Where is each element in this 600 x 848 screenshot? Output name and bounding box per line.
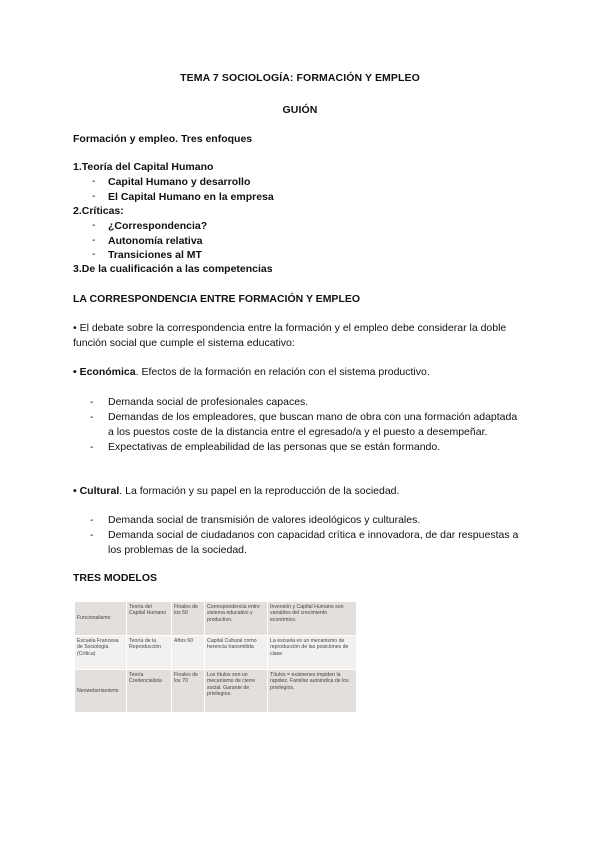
dash-marker: - — [92, 234, 96, 246]
cultural-label: • Cultural — [73, 485, 120, 497]
document-subtitle: GUIÓN — [282, 104, 318, 116]
list-item: - Demanda social de transmisión de valores ideológicos y culturales. — [90, 513, 520, 528]
table-cell: Capital Cultural como herencia transmitida — [205, 636, 268, 670]
economic-list — [90, 395, 520, 455]
table-cell: Inversión y Capital Humano son variables del crecimiento económico. — [268, 602, 357, 636]
outline-item-1: 1.Teoría del Capital Humano — [73, 161, 214, 173]
cultural-text: . La formación y su papel en la reproducción de la sociedad. — [119, 485, 400, 497]
table-cell: Finales de los 70 — [172, 670, 205, 713]
cultural-list — [90, 513, 520, 558]
list-item: - Demandas de los empleadores, que buscan mano de obra con una formación adaptada a los puestos coste de la distancia entre el egresado/a y el puesto a desempeñar. — [90, 410, 520, 440]
list-item: - Demanda social de profesionales capaces. — [90, 395, 520, 410]
table-cell: Teoría de la Reproducción — [127, 636, 172, 670]
table-cell: Funcionalismo — [75, 602, 127, 636]
economic-text: . Efectos de la formación en relación con el sistema productivo. — [135, 366, 430, 378]
table-cell: La escuela es un mecanismo de reproducción de las posiciones de clase — [268, 636, 357, 670]
outline-item-1-sub-2: El Capital Humano en la empresa — [108, 191, 274, 203]
table-cell: Finales de los 50 — [172, 602, 205, 636]
dash-marker: - — [92, 175, 96, 187]
outline-item-2-sub-3: Transiciones al MT — [108, 249, 202, 261]
models-table — [74, 601, 357, 713]
table-row — [75, 602, 357, 636]
section-heading-tres-modelos: TRES MODELOS — [73, 572, 158, 584]
table-cell: Escuela Francesa de Sociología (Crítica) — [75, 636, 127, 670]
document-title: TEMA 7 SOCIOLOGÍA: FORMACIÓN Y EMPLEO — [180, 72, 420, 84]
section-heading-correspondencia: LA CORRESPONDENCIA ENTRE FORMACIÓN Y EMPLEO — [73, 293, 361, 305]
table-cell: Neoweberianismo — [75, 670, 127, 713]
outline-item-2: 2.Críticas: — [73, 205, 124, 217]
outline-item-2-sub-1: ¿Correspondencia? — [108, 220, 208, 232]
economic-paragraph — [73, 365, 513, 380]
dash-marker: - — [92, 219, 96, 231]
economic-label: • Económica — [73, 366, 136, 378]
cultural-paragraph — [73, 484, 513, 499]
table-cell: Teoría Credencialista — [127, 670, 172, 713]
table-cell: Años 60 — [172, 636, 205, 670]
table-cell: Correspondencia entre sistema educativo y productivo. — [205, 602, 268, 636]
section-intro-paragraph: • El debate sobre la correspondencia entre la formación y el empleo debe considerar la doble función social que cumple el sistema educativo: — [73, 322, 507, 349]
table-row — [75, 636, 357, 670]
outline-heading: Formación y empleo. Tres enfoques — [73, 133, 253, 145]
table-cell: Teoría del Capital Humano — [127, 602, 172, 636]
table-cell: Títulos = exámenes impiden la rapidez. Familiar autoindica de los privilegios. — [268, 670, 357, 713]
list-item: - Demanda social de ciudadanos con capacidad crítica e innovadora, de dar respuestas a los problemas de la sociedad. — [90, 528, 520, 558]
outline-item-2-sub-2: Autonomía relativa — [108, 235, 203, 247]
table-cell: Los títulos son un mecanismo de cierre social. Garante de privilegios. — [205, 670, 268, 713]
outline-item-1-sub-1: Capital Humano y desarrollo — [108, 176, 251, 188]
dash-marker: - — [92, 248, 96, 260]
outline-item-3: 3.De la cualificación a las competencias — [73, 263, 273, 275]
list-item: - Expectativas de empleabilidad de las personas que se están formando. — [90, 440, 520, 455]
table-row — [75, 670, 357, 713]
dash-marker: - — [92, 190, 96, 202]
